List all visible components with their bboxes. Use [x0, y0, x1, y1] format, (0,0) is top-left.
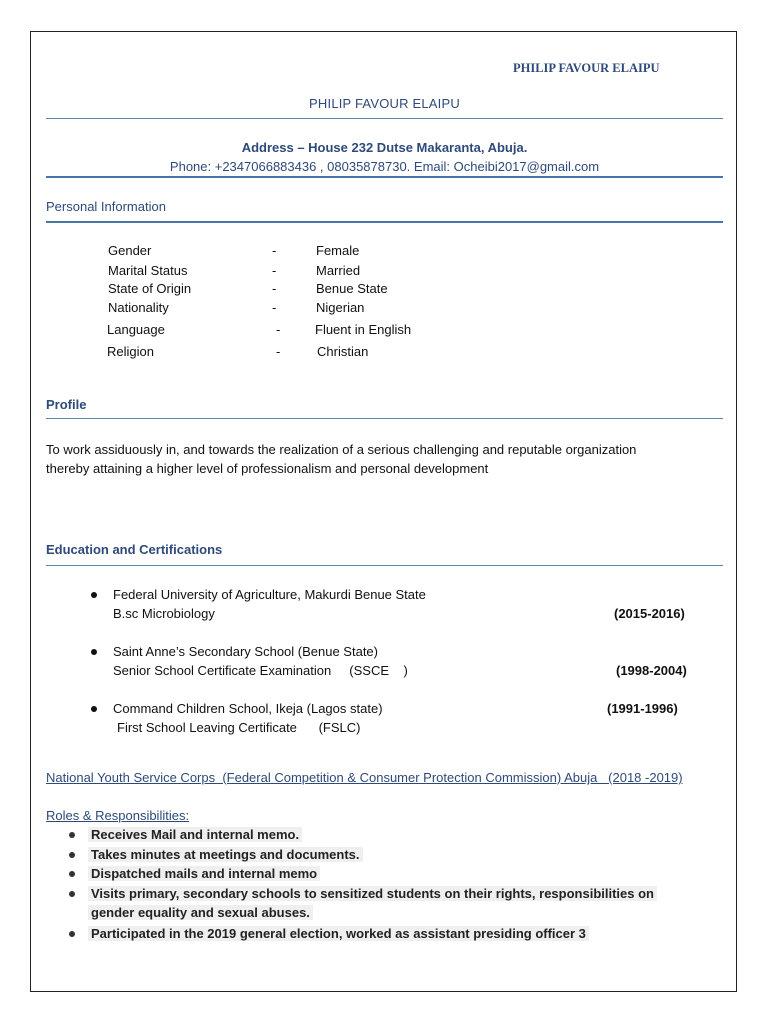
role-item: Visits primary, secondary schools to sensitized students on their rights, responsibilities on [88, 886, 657, 901]
personal-label: State of Origin [108, 281, 192, 296]
personal-divider [46, 221, 723, 223]
page-title: PHILIP FAVOUR ELAIPU [309, 96, 460, 111]
role-item: Dispatched mails and internal memo [88, 866, 320, 881]
education-school: Saint Anne’s Secondary School (Benue State) [113, 644, 378, 659]
personal-heading: Personal Information [46, 199, 166, 214]
personal-sep: - [272, 263, 277, 278]
education-years: (1998-2004) [616, 663, 687, 678]
bullet-icon [69, 931, 75, 937]
personal-value: Nigerian [316, 300, 365, 315]
education-years: (2015-2016) [614, 606, 685, 621]
bullet-icon [69, 891, 75, 897]
bullet-icon [69, 871, 75, 877]
personal-label: Marital Status [108, 263, 188, 278]
personal-label: Language [107, 322, 165, 337]
personal-sep: - [272, 300, 277, 315]
role-item: Receives Mail and internal memo. [88, 827, 302, 842]
personal-sep: - [276, 344, 281, 359]
education-school: Federal University of Agriculture, Makurdi Benue State [113, 587, 426, 602]
bullet-icon [69, 832, 75, 838]
title-divider [46, 118, 723, 119]
address-line: Address – House 232 Dutse Makaranta, Abuja. [241, 140, 528, 155]
personal-label: Nationality [108, 300, 169, 315]
education-qualification: B.sc Microbiology [113, 606, 215, 621]
education-school: Command Children School, Ikeja (Lagos state) [113, 701, 383, 716]
bullet-icon [91, 592, 97, 598]
resume-page [30, 31, 737, 992]
personal-sep: - [276, 322, 281, 337]
education-years: (1991-1996) [607, 701, 678, 716]
personal-value: Benue State [316, 281, 388, 296]
personal-value: Fluent in English [315, 322, 412, 337]
role-item-continued: gender equality and sexual abuses. [88, 905, 313, 920]
personal-value: Christian [317, 344, 369, 359]
personal-value: Female [316, 243, 360, 258]
role-item: Takes minutes at meetings and documents. [88, 847, 363, 862]
education-divider [46, 565, 723, 566]
contact-divider [46, 176, 723, 178]
nysc-title: National Youth Service Corps (Federal Competition & Consumer Protection Commission) Abuja (2018 -2019) [46, 770, 683, 785]
role-item: Participated in the 2019 general election, worked as assistant presiding officer 3 [88, 926, 589, 941]
education-qualification: First School Leaving Certificate (FSLC) [117, 720, 361, 735]
bullet-icon [69, 852, 75, 858]
profile-heading: Profile [46, 397, 87, 412]
bullet-icon [91, 649, 97, 655]
contact-line: Phone: +2347066883436 , 08035878730. Email: Ocheibi2017@gmail.com [169, 159, 600, 174]
bullet-icon [91, 706, 97, 712]
header-top-name: PHILIP FAVOUR ELAIPU [513, 61, 660, 75]
personal-sep: - [272, 281, 277, 296]
profile-text-line1: To work assiduously in, and towards the realization of a serious challenging and reputable organization [46, 442, 637, 457]
personal-label: Religion [107, 344, 154, 359]
education-qualification: Senior School Certificate Examination (SSCE ) [113, 663, 408, 678]
personal-label: Gender [108, 243, 152, 258]
education-heading: Education and Certifications [46, 542, 223, 557]
personal-value: Married [316, 263, 361, 278]
roles-heading: Roles & Responsibilities: [46, 808, 190, 823]
personal-sep: - [272, 243, 277, 258]
profile-text-line2: thereby attaining a higher level of professionalism and personal development [46, 461, 489, 476]
profile-divider [46, 418, 723, 419]
